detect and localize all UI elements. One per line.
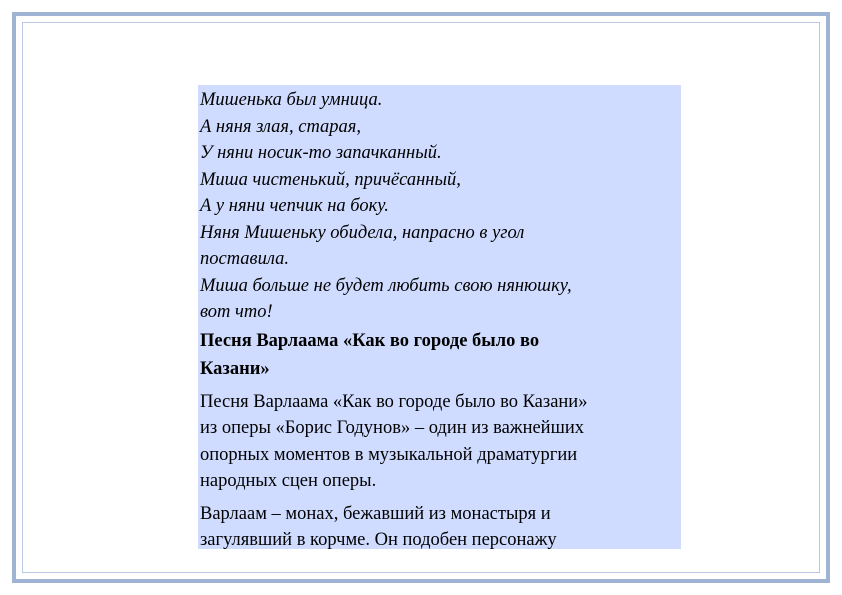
paragraph-line: Песня Варлаама «Как во городе было во Казани» — [200, 391, 588, 412]
poem — [198, 85, 681, 326]
poem-line: У няни носик-то запачканный. — [200, 143, 442, 163]
poem-line: Няня Мишеньку обидела, напрасно в угол — [200, 222, 525, 243]
poem-line: Миша чистенький, причёсанный, — [200, 169, 461, 190]
poem-line: Мишенька был умница. — [200, 90, 383, 110]
paragraph-line: Варлаам – монах, бежавший из монастыря и — [200, 503, 551, 524]
poem-line: А у няни чепчик на боку. — [200, 196, 389, 216]
paragraph-line: народных сцен оперы. — [200, 471, 377, 491]
heading-line: Песня Варлаама «Как во городе было во — [200, 330, 540, 351]
poem-line: А няня злая, старая, — [200, 116, 362, 137]
paragraph-1 — [198, 389, 681, 495]
heading-line: Казани» — [200, 358, 270, 379]
poem-line: поставила. — [200, 249, 289, 269]
paragraph-line: из оперы «Борис Годунов» – один из важнейших — [200, 418, 584, 438]
poem-line: вот что! — [200, 302, 273, 322]
paragraph-line: опорных моментов в музыкальной драматургии — [200, 444, 578, 465]
section-heading — [198, 327, 681, 383]
poem-line: Миша больше не будет любить свою нянюшку, — [200, 275, 572, 296]
paragraph-2 — [198, 501, 681, 550]
paragraph-line: загулявший в корчме. Он подобен персонажу — [200, 530, 557, 549]
text-block — [198, 85, 681, 549]
